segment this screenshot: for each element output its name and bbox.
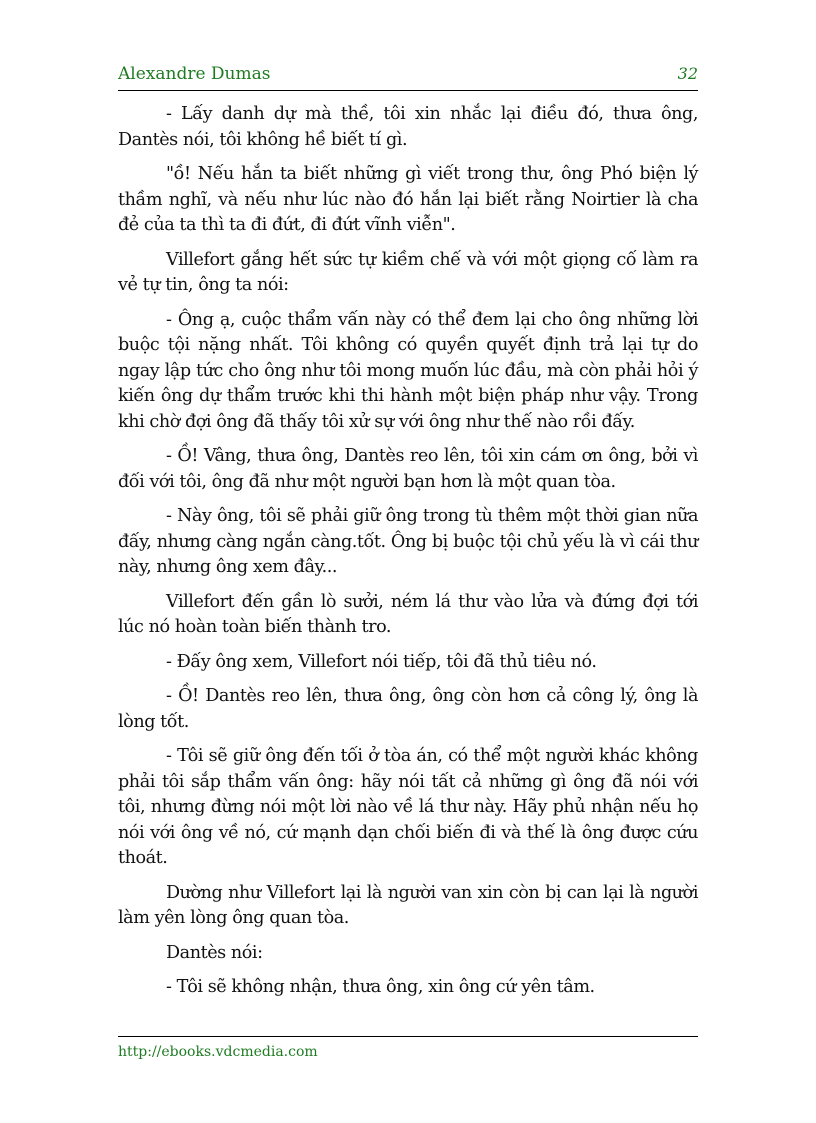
footer-url-link[interactable]: http://ebooks.vdcmedia.com (118, 1044, 318, 1060)
paragraph: - Tôi sẽ không nhận, thưa ông, xin ông cứ yên tâm. (166, 977, 595, 997)
paragraph: Villefort đến gần lò sưởi, ném lá thư vào lửa và đứng đợi tới lúc nó hoàn toàn biến thành tro. (118, 591, 698, 637)
paragraph: - Này ông, tôi sẽ phải giữ ông trong tù thêm một thời gian nữa đấy, nhưng càng ngắn càng.tốt. Ông bị buộc tội chủ yếu là vì cái thư này, nhưng ông xem đây... (118, 506, 698, 577)
paragraph: Dường như Villefort lại là người van xin còn bị can lại là người làm yên lòng ông quan tòa. (118, 882, 698, 928)
paragraph: "ồ! Nếu hắn ta biết những gì viết trong thư, ông Phó biện lý thầm nghĩ, và nếu như lúc nào đó hắn lại biết rằng Noirtier là cha đẻ của ta thì ta đi đứt, đi đứt vĩnh viễn". (118, 164, 698, 235)
paragraph: - Ông ạ, cuộc thẩm vấn này có thể đem lại cho ông những lời buộc tội nặng nhất. Tôi không có quyền quyết định trả lại tự do ngay lập tức cho ông như tôi mong muốn lúc đầu, mà còn phải hỏi ý kiến ông dự thẩm trước khi thi hành một biện pháp như vậy. Trong khi chờ đợi ông đã thấy tôi xử sự với ông như thế nào rồi đấy. (118, 309, 698, 432)
page-number: 32 (677, 64, 698, 83)
page-header (118, 62, 698, 91)
paragraph: Villefort gắng hết sức tự kiềm chế và với một giọng cố làm ra vẻ tự tin, ông ta nói: (118, 249, 698, 295)
paragraph: - Ồ! Vâng, thưa ông, Dantès reo lên, tôi xin cám ơn ông, bởi vì đối với tôi, ông đã như một người bạn hơn là một quan tòa. (118, 446, 698, 492)
header-author: Alexandre Dumas (118, 64, 271, 84)
paragraph: - Đấy ông xem, Villefort nói tiếp, tôi đã thủ tiêu nó. (166, 651, 597, 672)
page-body (118, 102, 698, 1010)
paragraph: Dantès nói: (166, 942, 263, 963)
footer-divider (118, 1036, 698, 1037)
paragraph: - Ồ! Dantès reo lên, thưa ông, ông còn hơn cả công lý, ông là lòng tốt. (118, 686, 698, 732)
paragraph: - Tôi sẽ giữ ông đến tối ở tòa án, có thể một người khác không phải tôi sắp thẩm vấn ông: hãy nói tất cả những gì ông đã nói với tôi, nhưng đừng nói một lời nào về lá thư này. Hãy phủ nhận nếu họ nói với ông về nó, cứ mạnh dạn chối biến đi và thế là ông được cứu thoát. (118, 746, 698, 868)
paragraph: - Lấy danh dự mà thề, tôi xin nhắc lại điều đó, thưa ông, Dantès nói, tôi không hề biết tí gì. (118, 104, 698, 150)
